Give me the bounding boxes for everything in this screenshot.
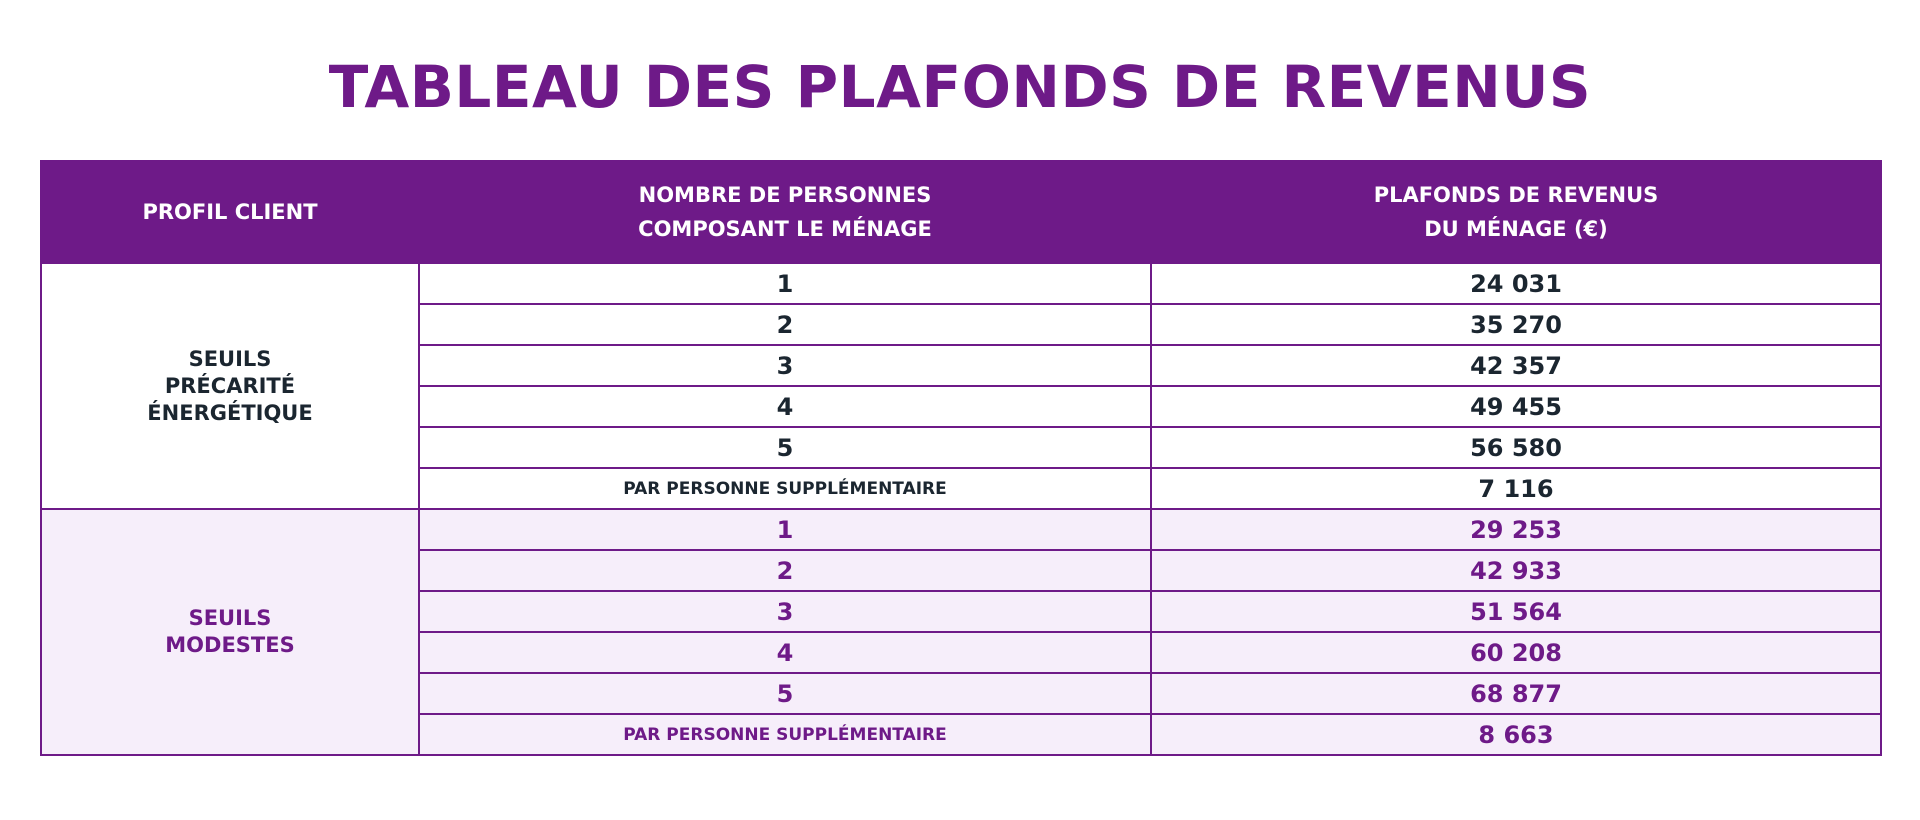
table-row	[41, 263, 1881, 304]
header-profil-label: PROFIL CLIENT	[142, 200, 318, 224]
plafond-cell: 29 253	[1151, 509, 1881, 550]
plafond-cell: 8 663	[1151, 714, 1881, 755]
plafond-cell: 49 455	[1151, 386, 1881, 427]
personnes-cell: 5	[419, 427, 1151, 468]
personnes-cell: 4	[419, 386, 1151, 427]
profile-line: PRÉCARITÉ	[164, 373, 296, 398]
profile-line: ÉNERGÉTIQUE	[147, 400, 313, 425]
header-plafonds-revenus	[1151, 161, 1881, 263]
profile-cell-precarite	[41, 263, 419, 509]
plafond-cell: 24 031	[1151, 263, 1881, 304]
header-personnes-line-1: NOMBRE DE PERSONNES	[638, 183, 932, 207]
personnes-cell: 3	[419, 591, 1151, 632]
table-row	[41, 509, 1881, 550]
header-nombre-personnes	[419, 161, 1151, 263]
personnes-supplementaire-cell: PAR PERSONNE SUPPLÉMENTAIRE	[419, 468, 1151, 509]
personnes-cell: 5	[419, 673, 1151, 714]
profile-cell-modestes	[41, 509, 419, 755]
plafond-cell: 42 933	[1151, 550, 1881, 591]
group-precarite-energetique	[41, 263, 1881, 509]
personnes-cell: 2	[419, 550, 1151, 591]
profile-line: MODESTES	[165, 633, 295, 657]
page-title: TABLEAU DES PLAFONDS DE REVENUS	[328, 53, 1592, 121]
plafond-cell: 60 208	[1151, 632, 1881, 673]
table-header-row	[41, 161, 1881, 263]
plafond-cell: 68 877	[1151, 673, 1881, 714]
header-profil-client	[41, 161, 419, 263]
personnes-supplementaire-cell: PAR PERSONNE SUPPLÉMENTAIRE	[419, 714, 1151, 755]
personnes-cell: 4	[419, 632, 1151, 673]
profile-line: SEUILS	[188, 346, 272, 371]
plafond-cell: 42 357	[1151, 345, 1881, 386]
plafond-cell: 51 564	[1151, 591, 1881, 632]
plafond-cell: 56 580	[1151, 427, 1881, 468]
income-ceiling-table	[40, 160, 1882, 756]
header-plafonds-line-1: PLAFONDS DE REVENUS	[1373, 183, 1659, 207]
personnes-cell: 1	[419, 263, 1151, 304]
personnes-cell: 1	[419, 509, 1151, 550]
header-plafonds-line-2: DU MÉNAGE (€)	[1424, 217, 1608, 241]
personnes-cell: 2	[419, 304, 1151, 345]
personnes-cell: 3	[419, 345, 1151, 386]
profile-line: SEUILS	[188, 606, 272, 630]
plafond-cell: 35 270	[1151, 304, 1881, 345]
group-modestes	[41, 509, 1881, 755]
plafond-cell: 7 116	[1151, 468, 1881, 509]
header-personnes-line-2: COMPOSANT LE MÉNAGE	[638, 217, 932, 241]
